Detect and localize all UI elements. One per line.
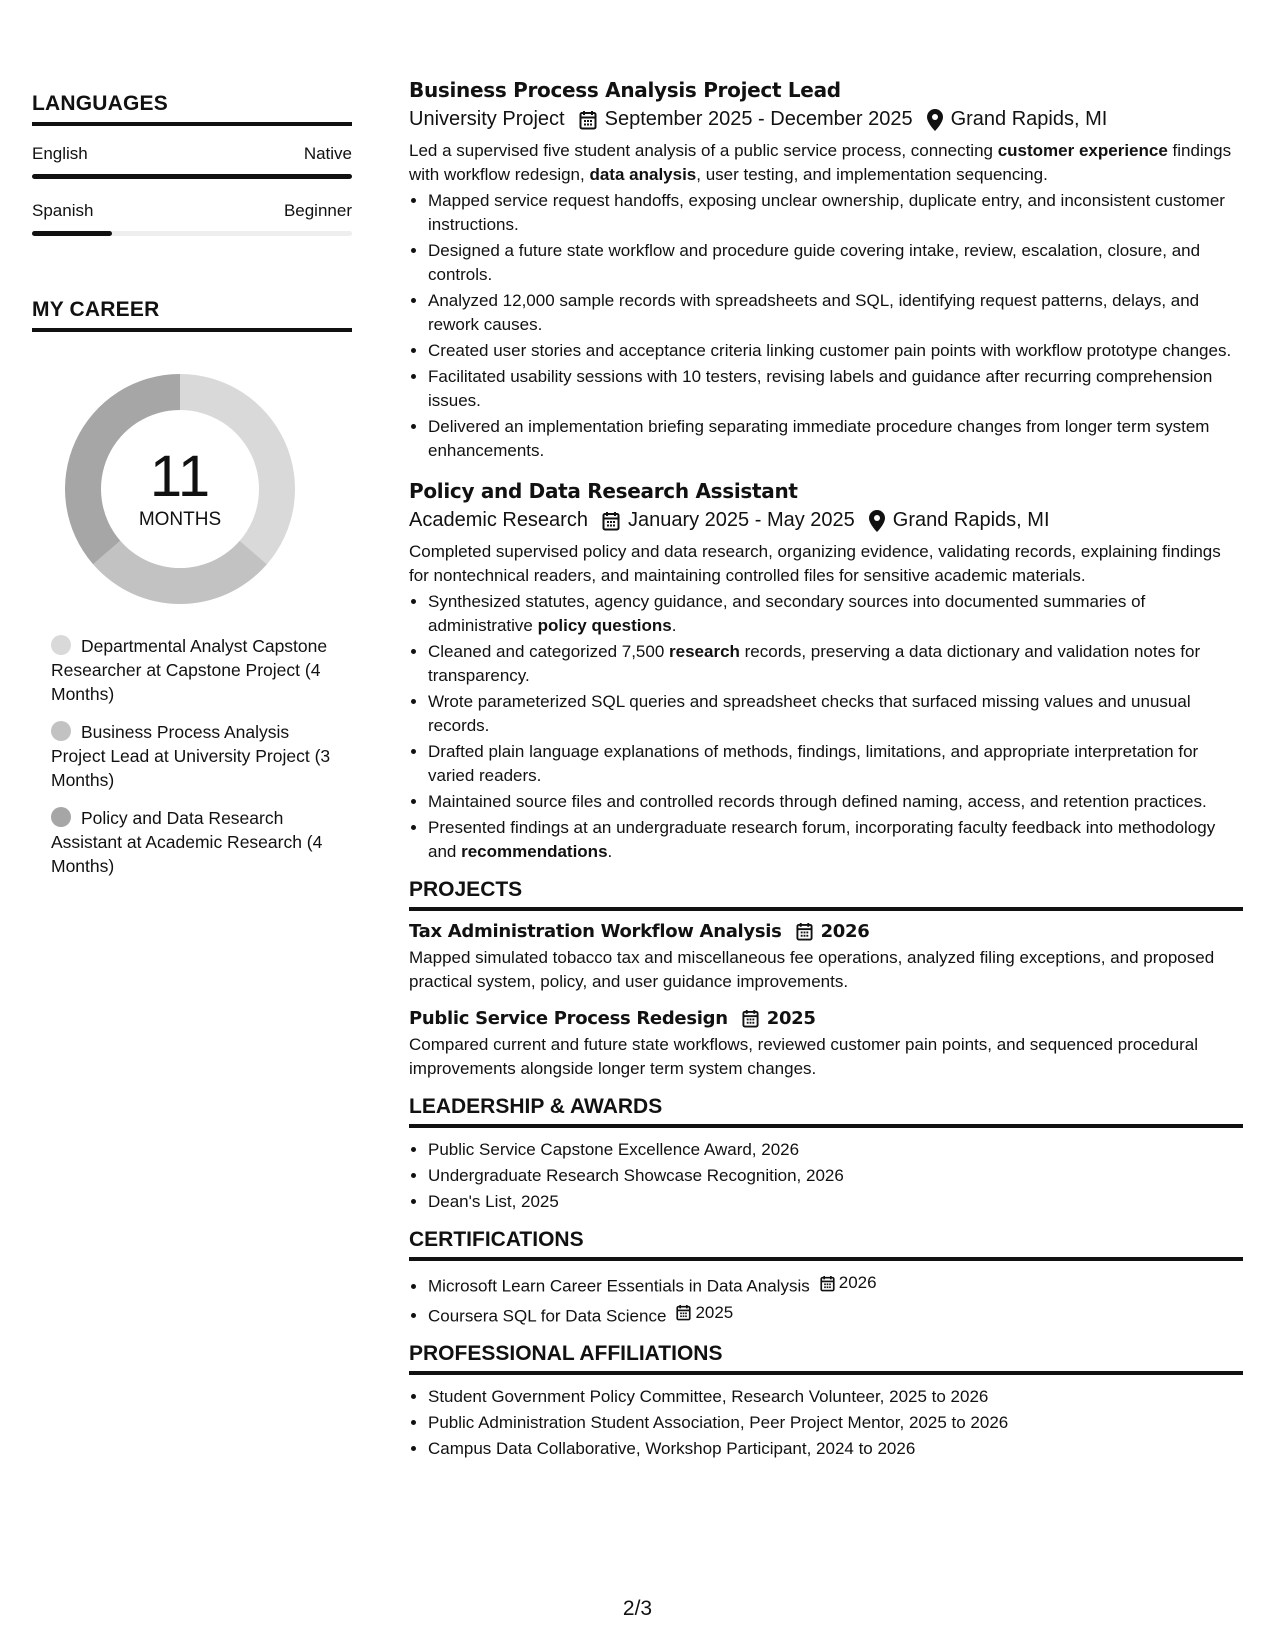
career-legend-item (51, 806, 341, 878)
job-bullet: • Maintained source files and controlled records through defined naming, access, and retention practices. (428, 790, 1243, 814)
affiliations-section (409, 1342, 1243, 1461)
language-item (32, 144, 352, 179)
language-item (32, 201, 352, 236)
award-item: • Undergraduate Research Showcase Recognition, 2026 (428, 1164, 1243, 1188)
page-number: 2/3 (622, 1597, 653, 1620)
awards-heading: LEADERSHIP & AWARDS (409, 1095, 1243, 1128)
calendar-icon (796, 922, 813, 941)
job-meta (409, 509, 1243, 532)
language-name: English (32, 144, 88, 163)
summary-keyword: customer experience (997, 141, 1168, 160)
calendar-icon (602, 511, 620, 531)
summary-keyword: data analysis (589, 165, 697, 184)
career-heading: MY CAREER (32, 298, 352, 332)
calendar-icon (579, 110, 597, 130)
certifications-section (409, 1228, 1243, 1328)
affiliation-item: • Public Administration Student Association, Peer Project Mentor, 2025 to 2026 (428, 1411, 1243, 1435)
project-item (409, 1008, 1243, 1081)
job-bullet: • Facilitated usability sessions with 10 testers, revising labels and guidance after recurring comprehension issues. (428, 365, 1243, 413)
career-legend-item (51, 634, 341, 706)
career-legend-label: Departmental Analyst Capstone Researcher at Capstone Project (4 Months) (51, 636, 328, 704)
job-bullets (409, 189, 1243, 463)
experience-entry (409, 479, 1243, 864)
career-legend-label: Business Process Analysis Project Lead at University Project (3 Months) (51, 722, 331, 790)
affiliations-list (409, 1385, 1243, 1461)
job-bullet: • Synthesized statutes, agency guidance, and secondary sources into documented summaries of administrative policy questions. (428, 590, 1243, 638)
job-location: Grand Rapids, MI (892, 509, 1050, 531)
project-description: Mapped simulated tobacco tax and miscellaneous fee operations, analyzed filing exceptions, and proposed practical system, policy, and user guidance improvements. (409, 948, 1215, 991)
project-description: Compared current and future state workflows, reviewed customer pain points, and sequenced procedural improvements alongside longer term system changes. (409, 1035, 1199, 1078)
calendar-icon (676, 1304, 691, 1321)
summary-text: Led a supervised five student analysis of a public service process, connecting (409, 141, 998, 160)
job-organization: Academic Research (409, 509, 588, 531)
job-organization: University Project (409, 108, 565, 130)
job-bullet: • Designed a future state workflow and procedure guide covering intake, review, escalation, closure, and controls. (428, 239, 1243, 287)
legend-dot-icon (51, 635, 71, 655)
job-meta (409, 108, 1243, 131)
experience-entry (409, 78, 1243, 463)
job-location: Grand Rapids, MI (950, 108, 1108, 130)
language-proficiency-bar (32, 174, 352, 179)
job-bullet: • Mapped service request handoffs, exposing unclear ownership, duplicate entry, and inconsistent customer instructions. (428, 189, 1243, 237)
career-donut-chart (65, 374, 295, 604)
job-bullet: • Wrote parameterized SQL queries and spreadsheet checks that surfaced missing values and unusual records. (428, 690, 1243, 738)
location-pin-icon (869, 510, 885, 532)
awards-list (409, 1138, 1243, 1214)
job-summary (409, 139, 1243, 187)
job-bullet: • Presented findings at an undergraduate research forum, incorporating faculty feedback into methodology and recommendations. (428, 816, 1243, 864)
calendar-icon (820, 1275, 835, 1292)
legend-dot-icon (51, 807, 71, 827)
job-bullet: • Analyzed 12,000 sample records with spreadsheets and SQL, identifying request patterns, delays, and rework causes. (428, 289, 1243, 337)
job-title: Policy and Data Research Assistant (409, 479, 798, 503)
award-item: • Public Service Capstone Excellence Award, 2026 (428, 1138, 1243, 1162)
certification-name: Microsoft Learn Career Essentials in Data Analysis (428, 1276, 810, 1296)
job-title: Business Process Analysis Project Lead (409, 78, 841, 102)
certifications-heading: CERTIFICATIONS (409, 1228, 1243, 1261)
certifications-list (409, 1271, 1243, 1328)
left-column (32, 92, 352, 892)
career-section (32, 298, 352, 878)
awards-section (409, 1095, 1243, 1214)
project-name: Tax Administration Workflow Analysis (409, 921, 782, 942)
job-bullet: • Created user stories and acceptance criteria linking customer pain points with workflow prototype changes. (428, 339, 1243, 363)
project-name: Public Service Process Redesign (409, 1008, 728, 1029)
projects-section (409, 878, 1243, 1081)
certification-item (428, 1301, 1243, 1329)
career-total-unit: MONTHS (138, 509, 222, 530)
affiliation-item: • Campus Data Collaborative, Workshop Participant, 2024 to 2026 (428, 1437, 1243, 1461)
calendar-icon (742, 1009, 759, 1028)
language-proficiency-bar (32, 231, 352, 236)
languages-section (32, 92, 352, 236)
language-name: Spanish (32, 201, 94, 220)
language-proficiency-fill (32, 231, 112, 236)
language-proficiency-fill (32, 174, 352, 179)
language-level: Native (303, 144, 352, 163)
projects-heading: PROJECTS (409, 878, 1243, 911)
career-total-number: 11 (149, 444, 211, 509)
legend-dot-icon (51, 721, 71, 741)
career-legend-item (51, 720, 341, 792)
job-summary: Completed supervised policy and data research, organizing evidence, validating records, explaining findings for nontechnical readers, and maintaining controlled files for sensitive academic materials. (409, 542, 1221, 585)
right-column (409, 78, 1243, 1463)
job-bullets (409, 590, 1243, 864)
job-dates: September 2025 - December 2025 (604, 108, 913, 130)
project-item (409, 921, 1243, 994)
summary-text: , user testing, and implementation sequencing. (696, 165, 1048, 184)
job-bullet: • Delivered an implementation briefing separating immediate procedure changes from longer term system enhancements. (428, 415, 1243, 463)
career-legend-label: Policy and Data Research Assistant at Academic Research (4 Months) (51, 808, 323, 876)
certification-item (428, 1271, 1243, 1299)
affiliation-item: • Student Government Policy Committee, Research Volunteer, 2025 to 2026 (428, 1385, 1243, 1409)
certification-name: Coursera SQL for Data Science (428, 1306, 667, 1325)
project-year: 2026 (820, 921, 870, 942)
award-item: • Dean's List, 2025 (428, 1190, 1243, 1214)
certification-year: 2025 (695, 1302, 734, 1322)
location-pin-icon (927, 109, 943, 131)
summary-text: findings with workflow redesign, (409, 141, 1232, 184)
languages-heading: LANGUAGES (32, 92, 352, 126)
certification-year: 2026 (838, 1273, 877, 1292)
job-bullet: • Drafted plain language explanations of methods, findings, limitations, and appropriate interpretation for varied readers. (428, 740, 1243, 788)
career-legend (51, 634, 341, 878)
language-level: Beginner (283, 201, 352, 220)
affiliations-heading: PROFESSIONAL AFFILIATIONS (409, 1342, 1243, 1375)
job-bullet: • Cleaned and categorized 7,500 research records, preserving a data dictionary and validation notes for transparency. (428, 640, 1243, 688)
job-dates: January 2025 - May 2025 (627, 509, 855, 531)
project-year: 2025 (766, 1008, 816, 1029)
